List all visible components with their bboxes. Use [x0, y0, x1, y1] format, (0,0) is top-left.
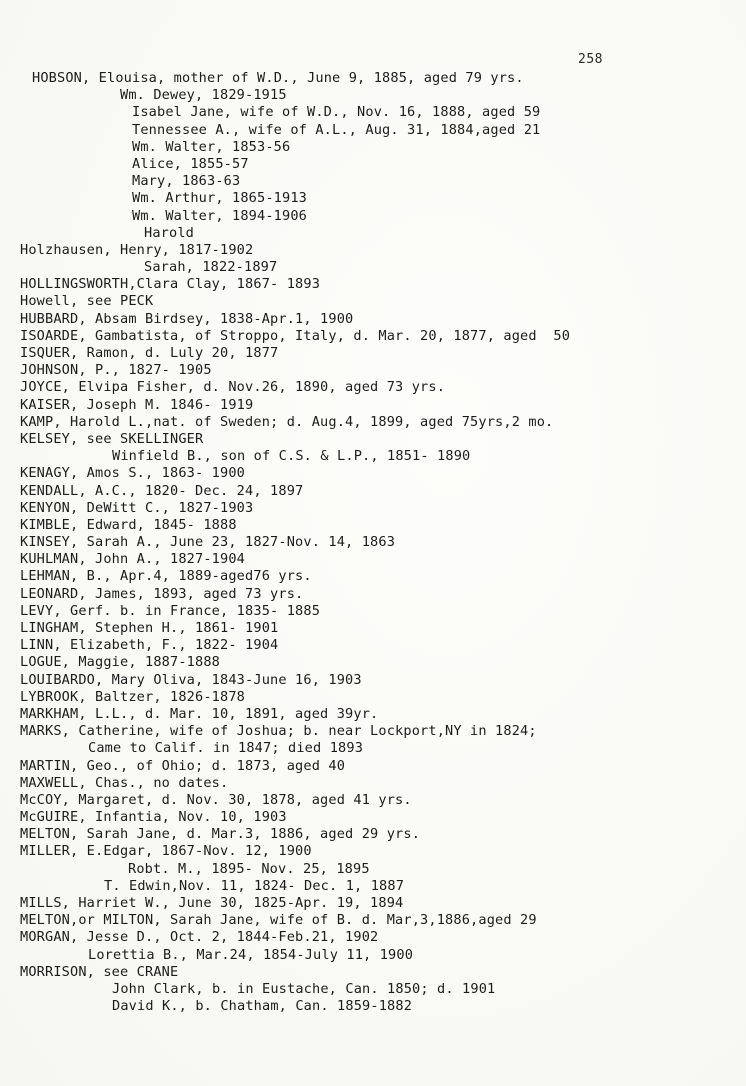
entry-line: MILLER, E.Edgar, 1867-Nov. 12, 1900	[20, 843, 312, 860]
entry-line: LINGHAM, Stephen H., 1861- 1901	[20, 620, 279, 636]
entry-line: Wm. Walter, 1853-56	[132, 138, 291, 155]
entry-line: Winfield B., son of C.S. & L.P., 1851- 1890	[112, 448, 471, 465]
entry-line: KENAGY, Amos S., 1863- 1900	[20, 465, 246, 482]
entry-line: Lorettia B., Mar.24, 1854-July 11, 1900	[88, 946, 414, 963]
entry-line: McGUIRE, Infantia, Nov. 10, 1903	[20, 809, 287, 826]
entry-line: LYBROOK, Baltzer, 1826-1878	[20, 688, 246, 705]
entry-line: KIMBLE, Edward, 1845- 1888	[20, 516, 237, 533]
entry-line: LEHMAN, B., Apr.4, 1889-aged76 yrs.	[20, 568, 312, 585]
entry-line: Wm. Walter, 1894-1906	[132, 207, 308, 224]
entry-line: David K., b. Chatham, Can. 1859-1882	[112, 998, 413, 1015]
entry-line: Wm. Dewey, 1829-1915	[120, 87, 287, 104]
entry-line: Isabel Jane, wife of W.D., Nov. 16, 1888, aged 59	[132, 104, 541, 121]
entry-line: ISQUER, Ramon, d. Luly 20, 1877	[20, 345, 279, 361]
entry-line: MELTON, Sarah Jane, d. Mar.3, 1886, aged 29 yrs.	[20, 826, 421, 843]
entry-line: KENYON, DeWitt C., 1827-1903	[20, 499, 254, 516]
entry-line: MORRISON, see CRANE	[20, 963, 179, 980]
entry-line: Alice, 1855-57	[132, 155, 249, 172]
entry-line: Wm. Arthur, 1865-1913	[132, 190, 308, 207]
entry-line: JOYCE, Elvipa Fisher, d. Nov.26, 1890, aged 73 yrs.	[20, 379, 446, 396]
entry-line: MARTIN, Geo., of Ohio; d. 1873, aged 40	[20, 757, 346, 774]
entry-line: KUHLMAN, John A., 1827-1904	[20, 551, 246, 568]
entry-line: HOLLINGSWORTH,Clara Clay, 1867- 1893	[20, 276, 321, 293]
entry-line: HUBBARD, Absam Birdsey, 1838-Apr.1, 1900	[20, 310, 354, 327]
entry-list	[0, 70, 746, 1015]
entry-line: Holzhausen, Henry, 1817-1902	[20, 241, 254, 258]
entry-line: Sarah, 1822-1897	[144, 259, 278, 276]
entry-line: McCOY, Margaret, d. Nov. 30, 1878, aged 41 yrs.	[20, 791, 412, 808]
entry-line: MILLS, Harriet W., June 30, 1825-Apr. 19, 1894	[20, 895, 404, 911]
entry-line: KENDALL, A.C., 1820- Dec. 24, 1897	[20, 482, 304, 499]
entry-line: Robt. M., 1895- Nov. 25, 1895	[128, 860, 370, 877]
entry-line: MORGAN, Jesse D., Oct. 2, 1844-Feb.21, 1902	[20, 929, 379, 946]
entry-line: MAXWELL, Chas., no dates.	[20, 774, 229, 791]
entry-line: Tennessee A., wife of A.L., Aug. 31, 1884,aged 21	[132, 121, 541, 138]
entry-line: T. Edwin,Nov. 11, 1824- Dec. 1, 1887	[104, 877, 405, 894]
entry-line: John Clark, b. in Eustache, Can. 1850; d. 1901	[112, 980, 496, 997]
page-number: 258	[578, 52, 603, 67]
entry-line: LOGUE, Maggie, 1887-1888	[20, 654, 221, 671]
entry-line: HOBSON, Elouisa, mother of W.D., June 9, 1885, aged 79 yrs.	[32, 70, 524, 86]
entry-line: KELSEY, see SKELLINGER	[20, 430, 204, 447]
entry-line: Harold	[144, 224, 195, 241]
entry-line: JOHNSON, P., 1827- 1905	[20, 362, 212, 379]
entry-line: MARKS, Catherine, wife of Joshua; b. near Lockport,NY in 1824;	[20, 723, 537, 740]
entry-line: LEVY, Gerf. b. in France, 1835- 1885	[20, 602, 321, 619]
entry-line: KAISER, Joseph M. 1846- 1919	[20, 396, 254, 413]
entry-line: LOUIBARDO, Mary Oliva, 1843-June 16, 1903	[20, 671, 362, 688]
entry-line: Came to Calif. in 1847; died 1893	[88, 740, 364, 757]
entry-line: MELTON,or MILTON, Sarah Jane, wife of B. d. Mar,3,1886,aged 29	[20, 912, 537, 929]
entry-line: KINSEY, Sarah A., June 23, 1827-Nov. 14, 1863	[20, 534, 396, 551]
entry-line: MARKHAM, L.L., d. Mar. 10, 1891, aged 39yr.	[20, 705, 379, 722]
entry-line: LINN, Elizabeth, F., 1822- 1904	[20, 637, 279, 654]
entry-line: Howell, see PECK	[20, 293, 154, 310]
entry-line: LEONARD, James, 1893, aged 73 yrs.	[20, 585, 304, 602]
entry-line: Mary, 1863-63	[132, 173, 241, 190]
entry-line: ISOARDE, Gambatista, of Stroppo, Italy, d. Mar. 20, 1877, aged 50	[20, 327, 571, 344]
entry-line: KAMP, Harold L.,nat. of Sweden; d. Aug.4, 1899, aged 75yrs,2 mo.	[20, 413, 554, 430]
